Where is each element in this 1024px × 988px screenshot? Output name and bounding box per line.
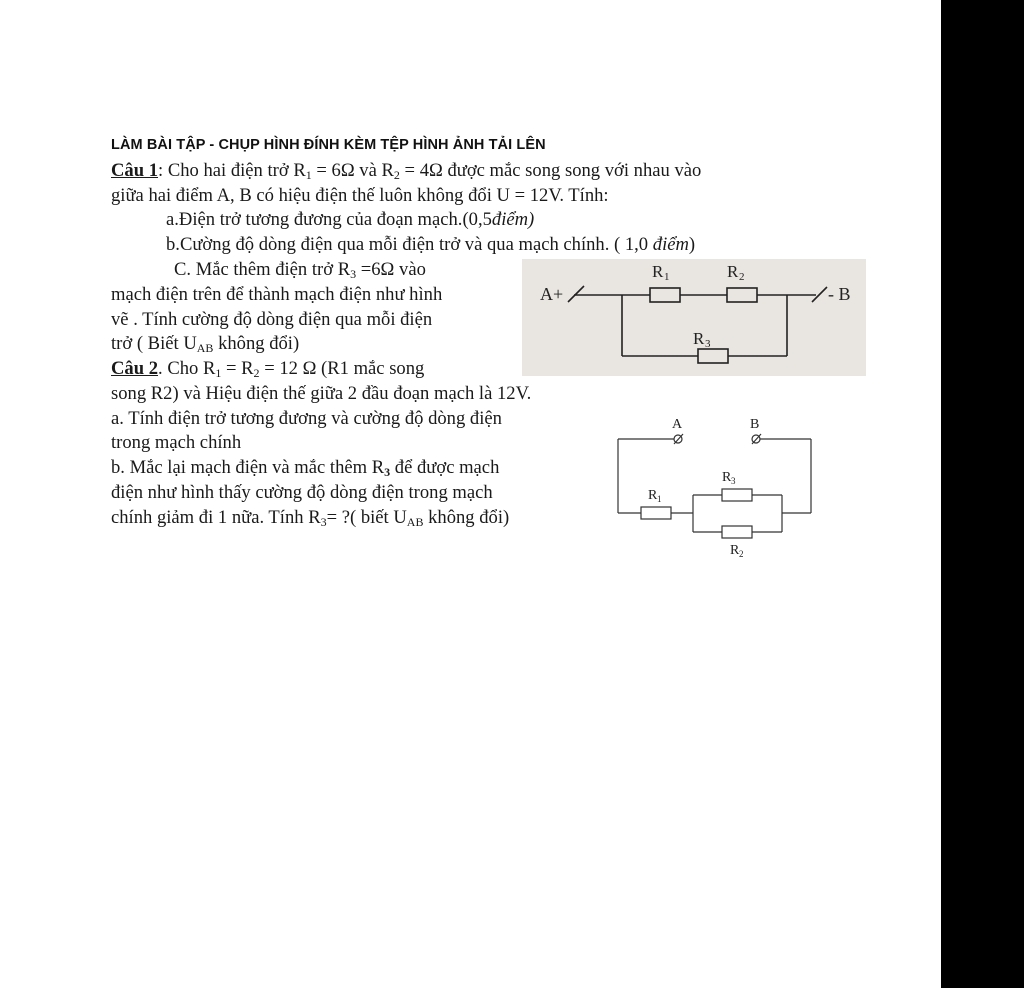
r2-label: R xyxy=(730,543,740,558)
q2-label: Câu 2 xyxy=(111,358,159,379)
page-heading: LÀM BÀI TẬP - CHỤP HÌNH ĐÍNH KÈM TỆP HÌNH ẢNH TẢI LÊN xyxy=(111,137,546,153)
q2-line2: song R2) và Hiệu điện thế giữa 2 đầu đoạn mạch là 12V. xyxy=(111,383,532,404)
r3-label: R xyxy=(722,470,732,485)
q2-part-b-line3: chính giảm đi 1 nữa. Tính $R_3=$ ?( biết $U_{AB}$ không đổi) xyxy=(111,507,510,529)
q1-line2: giữa hai điểm A, B có hiệu điện thế luôn không đổi U = 12V. Tính: xyxy=(111,185,609,206)
q2-line1: Câu 2. Cho $R_1 = R_2 = 12$ Ω (R1 mắc song xyxy=(111,358,425,380)
q2-part-b-line1: b. Mắc lại mạch điện và mắc thêm $R_3$ để được mạch xyxy=(111,457,500,479)
terminal-a-label: A xyxy=(672,417,683,432)
q1-part-c: C. Mắc thêm điện trở $R_3 =6\Omega$ vào xyxy=(174,259,426,281)
resistor-r1 xyxy=(641,507,671,519)
resistor-r2 xyxy=(727,288,757,302)
terminal-b-label: B xyxy=(750,417,760,432)
q1-c-line3: vẽ . Tính cường độ dòng điện qua mỗi điện xyxy=(111,309,433,330)
q2-part-a-line2: trong mạch chính xyxy=(111,432,242,453)
q1-part-b: b.Cường độ dòng điện qua mỗi điện trở và qua mạch chính. ( 1,0 điểm) xyxy=(166,234,696,255)
black-side-bar xyxy=(941,0,1024,988)
r2-label: R xyxy=(727,262,739,281)
svg-text:2: 2 xyxy=(739,549,744,559)
svg-text:1: 1 xyxy=(664,271,670,283)
q1-part-a: a.Điện trở tương đương của đoạn mạch.(0,5điểm) xyxy=(166,209,535,230)
svg-text:2: 2 xyxy=(739,271,745,283)
q1-label: Câu 1 xyxy=(111,160,159,181)
q1-line1: Câu 1: Cho hai điện trở $R_1 = 6\Omega$ và $R_2 = 4\Omega$ được mắc song song với nhau vào xyxy=(111,160,702,182)
q2-part-a-line1: a. Tính điện trở tương đương và cường độ dòng điện xyxy=(111,408,502,429)
switch-a xyxy=(568,286,584,302)
resistor-r3 xyxy=(722,489,752,501)
circuit-figure-1 xyxy=(522,259,866,376)
terminal-a-label: A+ xyxy=(540,284,564,304)
resistor-r1 xyxy=(650,288,680,302)
svg-text:3: 3 xyxy=(705,338,711,350)
r1-label: R xyxy=(652,262,664,281)
circuit-figure-2 xyxy=(608,408,830,564)
resistor-r3 xyxy=(698,349,728,363)
terminal-b-label: - B xyxy=(828,284,851,304)
q1-c-line4: trở ( Biết $U_{AB}$ không đổi) xyxy=(111,333,300,355)
q1-c-line2: mạch điện trên để thành mạch điện như hình xyxy=(111,284,443,305)
svg-text:3: 3 xyxy=(731,476,736,486)
resistor-r2 xyxy=(722,526,752,538)
r1-label: R xyxy=(648,488,658,503)
q2-part-b-line2: điện như hình thấy cường độ dòng điện trong mạch xyxy=(111,482,493,503)
svg-text:1: 1 xyxy=(657,494,662,504)
r3-label: R xyxy=(693,329,705,348)
